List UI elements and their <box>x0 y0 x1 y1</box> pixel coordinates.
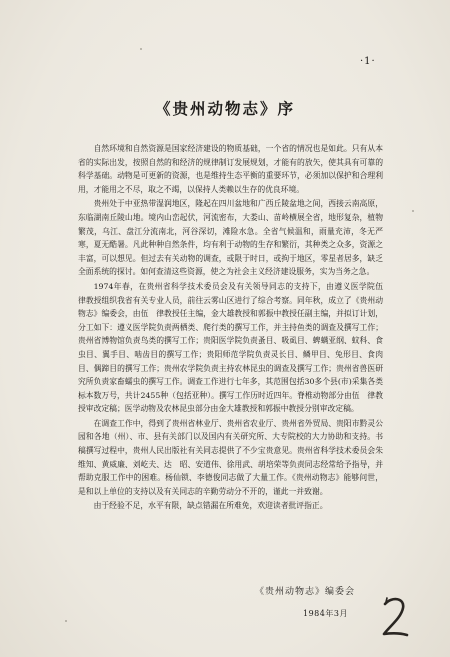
paragraph-history: 1974年春，在贵州省科学技术委员会及有关领导同志的支持下，由遵义医学院伍 律教授组织我省有关专业人员，前往云雾山区进行了综合考察。同年秋，成立了《贵州动物志》编委会，由伍 律教授任主编，金大雄教授和郭振中教授任副主编，并拟订计划，分工如下：遵义医学院负责两栖类、爬行类的撰写工作，并主持鱼类的调查及撰写工作；贵州省博物馆负责鸟类的撰写工作；贵阳医学院负责蚤目、吸虱目、蜱螨亚纲、蚊科、食虫目、翼手目、啮齿目的撰写工作；贵阳师范学院负责灵长目、鳞甲目、兔形目、食肉目、偶蹄目的撰写工作；贵州农学院负责主持农林昆虫的调查及撰写工作；贵州省兽医研究所负责家畜蠕虫的撰写工作。调查工作进行七年多，其范围包括30多个县(市)采集各类标本数万号，共计2455种（包括亚种）。撰写工作历时近四年。脊椎动物部分由伍 律教授审改定稿；医学动物及农林昆虫部分由金大雄教授和郭振中教授分别审改定稿。 <box>78 281 391 414</box>
paragraph-intro: 自然环境和自然资源是国家经济建设的物质基础，一个省的情况也是如此。只有从本省的实际出发，按照自然的和经济的规律制订发展规划，才能有的放矢，使其具有可靠的科学基础。动物是可更新的资源，也是维持生态平衡的重要环节，必须加以保护和合理利用，才能用之不尽，取之不竭，以保持人类赖以生存的优良环境。 <box>78 144 383 194</box>
paragraph-closing: 由于经验不足，水平有限，缺点错漏在所难免，欢迎读者批评指正。 <box>93 501 328 511</box>
preface-title: 《贵州动物志》序 <box>154 99 295 118</box>
preface-body <box>78 142 391 513</box>
page-number: ·1· <box>360 56 376 67</box>
scan-speck <box>65 620 67 622</box>
paragraph-geography: 贵州处于中亚热带湿润地区，隆起在四川盆地和广西丘陵盆地之间，西接云南高原，东临湖南丘陵山地。境内山峦起伏，河流密布，大娄山、苗岭横展全省，地形复杂，植物繁茂，乌江、盘江分流南北，河谷深切，滩险水急。全省气候温和，雨量充沛，冬无严寒，夏无酷暑。凡此种种自然条件，均有利于动物的生存和繁衍，其种类之众多，资源之丰富，可以想见。但过去有关动物的调查，或限于时日，或拘于地区，零星者居多，缺乏全面系统的探讨。如何查清这些资源，使之为社会主义经济建设服务，实为当务之急。 <box>78 199 383 277</box>
preface-date: 1984年3月 <box>303 609 348 618</box>
editorial-committee-signature: 《贵州动物志》编委会 <box>255 587 356 597</box>
scan-speck <box>140 48 142 50</box>
paragraph-acknowledgements: 在调查工作中，得到了贵州省林业厅、贵州省农业厅、贵州省外贸局、贵阳市黔灵公园和各地（州）、市、县有关部门以及国内有关研究所、大专院校的大力协助和支持。书稿撰写过程中，贵州人民出版社有关同志提供了不少宝贵意见。贵州省科学技术委员会朱维知、黄威廉、刘屹夫、达 昭、安道伟、徐用武、胡培荣等负责同志经常给予指导，并帮助克服工作中的困难。杨仙锁、李德俊同志做了大量工作。《贵州动物志》能够问世，是和以上单位的支持以及有关同志的辛勤劳动分不开的，谨此一并致谢。 <box>78 418 383 496</box>
scan-speck <box>412 210 414 212</box>
handwritten-mark <box>378 594 412 642</box>
